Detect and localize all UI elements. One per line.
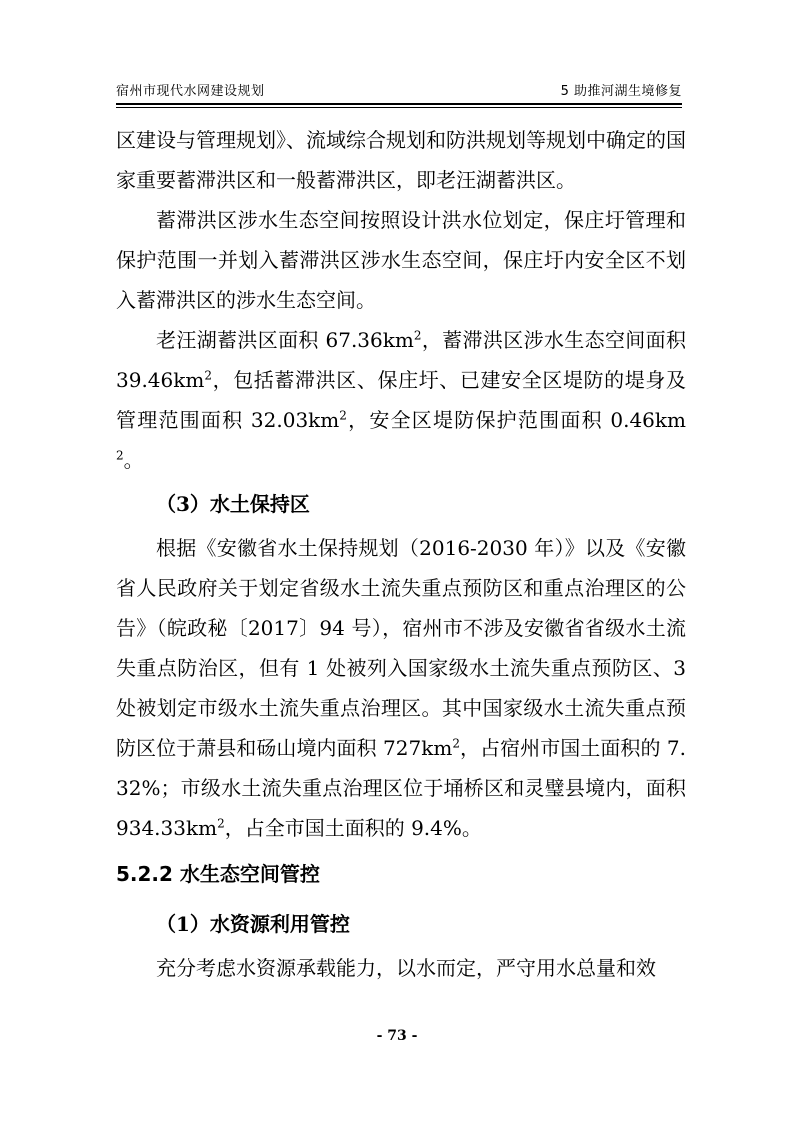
superscript: 2 (116, 448, 124, 463)
superscript: 2 (204, 368, 212, 383)
text-segment: ，蓄滞洪区涉水生态空间面积 39.46km (116, 328, 687, 392)
text-segment: 。 (123, 448, 144, 472)
superscript: 2 (452, 736, 460, 751)
superscript: 2 (339, 408, 347, 423)
text-segment: 根据《安徽省水土保持规划（2016-2030 年）》以及《安徽省人民政府关于划定省级水土流失重点预防区和重点治理区的公告》（皖政秘〔2017〕94 号），宿州市不涉及安徽省省级水土流失重点防治区，但有 1 处被列入国家级水土流失重点预防区、3 处被划定市级水土流失重点治理区。其中国家级水土流失重点预防区位于萧县和砀山境内面积 727km (116, 536, 686, 760)
subheading-water-resource-control: （1）水资源利用管控 (156, 912, 350, 936)
subheading-soil-conservation: （3）水土保持区 (156, 492, 310, 516)
page-number: - 73 - (376, 1028, 418, 1044)
running-header (116, 82, 682, 102)
text-segment: ，包括蓄滞洪区、保庄圩、已建安全区堤防的堤身及管理范围面积 32.03km (116, 368, 686, 432)
superscript: 2 (217, 816, 225, 831)
superscript: 2 (413, 328, 422, 343)
paragraph-soil-conservation (116, 528, 686, 848)
paragraph-water-resource-control: 充分考虑水资源承载能力，以水而定，严守用水总量和效 (156, 956, 656, 980)
section-heading-water-ecology-control: 5.2.2 水生态空间管控 (116, 862, 320, 886)
header-document-title: 宿州市现代水网建设规划 (116, 84, 265, 99)
paragraph-flood-storage-space: 蓄滞洪区涉水生态空间按照设计洪水位划定，保庄圩管理和保护范围一并划入蓄滞洪区涉水生态空间，保庄圩内安全区不划入蓄滞洪区的涉水生态空间。 (116, 208, 686, 312)
header-rule-thin (116, 107, 682, 108)
page-body (116, 120, 686, 988)
text-segment: ，占全市国土面积的 9.4%。 (224, 816, 482, 840)
paragraph-flood-storage-area (116, 320, 686, 480)
text-segment: ，占宿州市国土面积的 7.32%；市级水土流失重点治理区位于埇桥区和灵璧县境内，面积 934.33km (116, 736, 686, 840)
header-chapter-title: 5 助推河湖生境修复 (560, 84, 682, 99)
header-rule-thick (116, 103, 682, 105)
paragraph-flood-storage-intro: 区建设与管理规划》、流域综合规划和防洪规划等规划中确定的国家重要蓄滞洪区和一般蓄滞洪区，即老汪湖蓄洪区。 (116, 128, 686, 192)
text-segment: 老汪湖蓄洪区面积 67.36km (156, 328, 414, 352)
text-segment: ，安全区堤防保护范围面积 0.46km (346, 408, 686, 432)
